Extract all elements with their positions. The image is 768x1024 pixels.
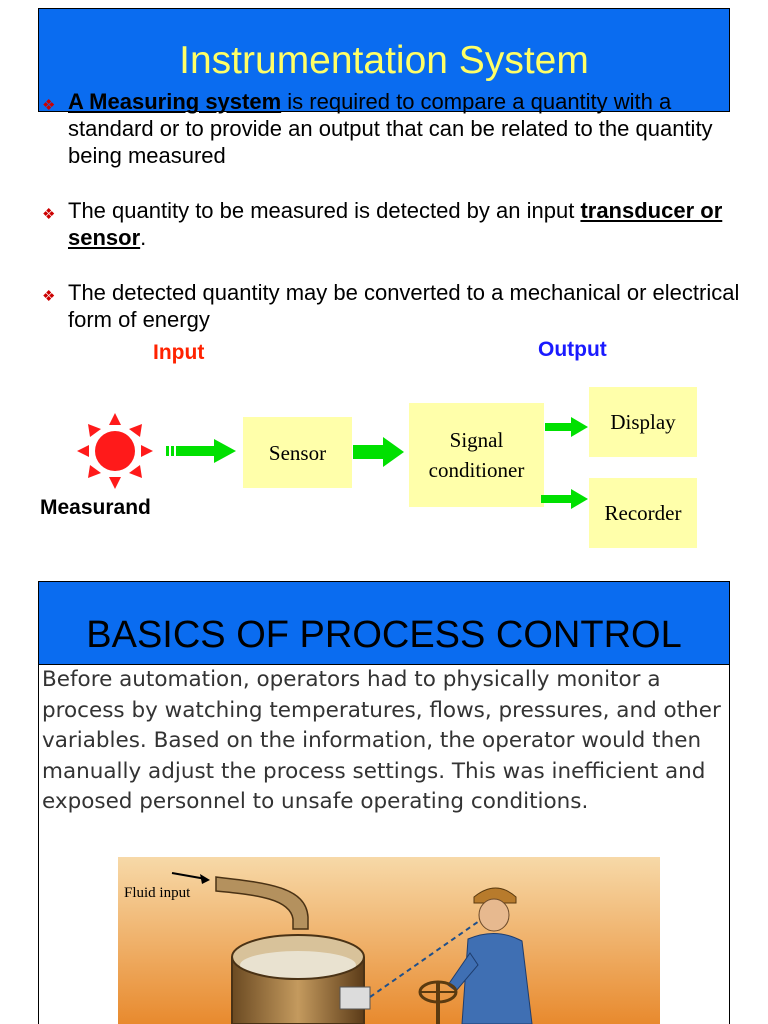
bullet-2-bold: transducer or sensor	[68, 198, 723, 250]
slide1-bullets	[40, 88, 740, 361]
recorder-box: Recorder	[589, 478, 697, 548]
sensor-box: Sensor	[243, 417, 352, 488]
display-box: Display	[589, 387, 697, 457]
bullet-1	[40, 88, 740, 169]
arrow-icon	[166, 439, 236, 463]
diamond-bullet-icon: ❖	[42, 288, 56, 305]
arrow-icon	[541, 489, 588, 509]
arrow-icon	[545, 417, 588, 437]
level-gauge-icon	[340, 987, 370, 1009]
sun-icon	[77, 413, 153, 489]
bullet-2-post: .	[140, 225, 147, 250]
measurand-label: Measurand	[40, 496, 151, 519]
diamond-bullet-icon: ❖	[42, 206, 56, 223]
slide1-title: Instrumentation System	[179, 39, 589, 82]
bullet-2-pre: The quantity to be measured is detected by an input	[68, 198, 581, 223]
signal-conditioner-line1: Signal	[449, 428, 504, 452]
bullet-2	[40, 197, 740, 251]
signal-conditioner-line2: conditioner	[428, 458, 525, 482]
output-label: Output	[538, 338, 607, 361]
slide2-paragraph: Before automation, operators had to physically monitor a process by watching temperatures, flows, pressures, and other variables. Based on the information, the operator would then manually adjust the process settings. This was inefficient and exposed personnel to unsafe operating conditions.	[42, 667, 721, 814]
input-label: Input	[153, 341, 205, 364]
diamond-bullet-icon: ❖	[42, 97, 56, 114]
signal-conditioner-box	[409, 403, 544, 507]
fluid-input-label: Fluid input	[124, 885, 191, 901]
bullet-1-text: is required to compare a quantity with a standard or to provide an output that can be related to the quantity being measured	[68, 89, 713, 168]
arrow-icon	[353, 437, 404, 467]
bullet-3	[40, 279, 740, 333]
slide2-title: BASICS OF PROCESS CONTROL	[86, 614, 682, 656]
manual-process-illustration	[118, 857, 660, 1024]
bullet-1-lead: A Measuring system	[68, 89, 282, 114]
bullet-3-text: The detected quantity may be converted to a mechanical or electrical form of energy	[68, 280, 740, 332]
